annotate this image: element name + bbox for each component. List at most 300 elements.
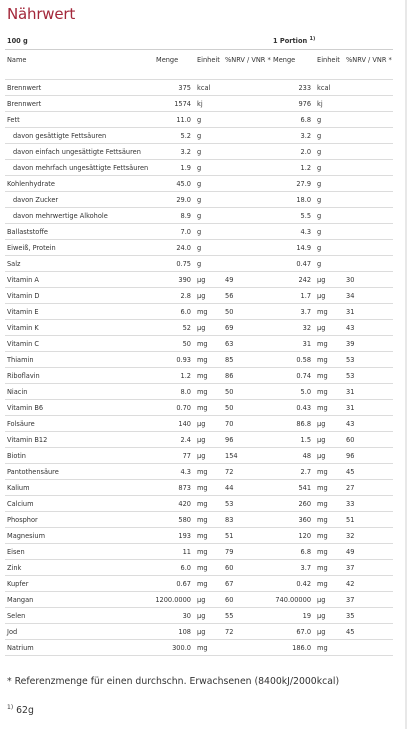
unit-portion: mg — [315, 480, 344, 496]
nrv-portion: 43 — [344, 320, 393, 336]
unit-100g: g — [195, 240, 223, 256]
amount-portion: 31 — [271, 336, 315, 352]
table-row — [5, 640, 393, 656]
nrv-100g — [223, 176, 271, 192]
nutrient-name: Brennwert — [5, 80, 154, 96]
table-row — [5, 160, 393, 176]
portion-footnote-mark: 1) — [7, 703, 14, 711]
amount-portion: 186.0 — [271, 640, 315, 656]
table-row — [5, 480, 393, 496]
nrv-100g — [223, 128, 271, 144]
amount-portion: 48 — [271, 448, 315, 464]
nrv-portion: 42 — [344, 576, 393, 592]
amount-100g: 2.4 — [154, 432, 195, 448]
nutrient-name: Folsäure — [5, 416, 154, 432]
unit-portion: g — [315, 208, 344, 224]
portion-footnote-weight: 62g — [16, 705, 34, 716]
amount-portion: 86.8 — [271, 416, 315, 432]
table-row — [5, 144, 393, 160]
nutrient-name: Zink — [5, 560, 154, 576]
amount-100g: 45.0 — [154, 176, 195, 192]
unit-portion: µg — [315, 624, 344, 640]
amount-100g: 108 — [154, 624, 195, 640]
nutrient-name: Kalium — [5, 480, 154, 496]
unit-100g: kcal — [195, 80, 223, 96]
nrv-100g — [223, 160, 271, 176]
portion-ref: 1) — [309, 35, 316, 42]
nrv-portion — [344, 128, 393, 144]
unit-portion: µg — [315, 416, 344, 432]
amount-portion: 3.7 — [271, 304, 315, 320]
unit-100g: g — [195, 176, 223, 192]
nrv-portion: 45 — [344, 624, 393, 640]
unit-portion: mg — [315, 560, 344, 576]
nrv-100g — [223, 80, 271, 96]
nutrient-name: Kupfer — [5, 576, 154, 592]
amount-portion: 6.8 — [271, 544, 315, 560]
amount-portion: 2.7 — [271, 464, 315, 480]
nrv-portion — [344, 160, 393, 176]
amount-100g: 580 — [154, 512, 195, 528]
amount-portion: 976 — [271, 96, 315, 112]
table-row — [5, 608, 393, 624]
unit-portion: g — [315, 112, 344, 128]
nrv-100g: 56 — [223, 288, 271, 304]
amount-100g: 1574 — [154, 96, 195, 112]
amount-portion: 1.2 — [271, 160, 315, 176]
nrv-100g — [223, 208, 271, 224]
table-row — [5, 528, 393, 544]
unit-100g: mg — [195, 640, 223, 656]
amount-portion: 4.3 — [271, 224, 315, 240]
amount-portion: 67.0 — [271, 624, 315, 640]
nrv-100g: 85 — [223, 352, 271, 368]
nutrient-name: Vitamin B12 — [5, 432, 154, 448]
unit-portion: mg — [315, 640, 344, 656]
unit-portion: µg — [315, 448, 344, 464]
unit-portion: mg — [315, 336, 344, 352]
unit-portion: mg — [315, 496, 344, 512]
unit-100g: mg — [195, 368, 223, 384]
unit-100g: mg — [195, 304, 223, 320]
unit-portion: µg — [315, 432, 344, 448]
nrv-portion: 31 — [344, 384, 393, 400]
amount-100g: 30 — [154, 608, 195, 624]
nrv-100g: 69 — [223, 320, 271, 336]
nrv-portion: 37 — [344, 592, 393, 608]
table-row — [5, 448, 393, 464]
nrv-portion: 37 — [344, 560, 393, 576]
nutrient-name: Vitamin D — [5, 288, 154, 304]
nrv-portion — [344, 192, 393, 208]
unit-portion: mg — [315, 576, 344, 592]
nutrient-name: Vitamin E — [5, 304, 154, 320]
unit-portion: mg — [315, 400, 344, 416]
unit-100g: mg — [195, 544, 223, 560]
amount-portion: 0.58 — [271, 352, 315, 368]
unit-portion: µg — [315, 608, 344, 624]
unit-portion: g — [315, 256, 344, 272]
unit-100g: mg — [195, 400, 223, 416]
basis-label: 100 g — [5, 33, 271, 50]
unit-100g: µg — [195, 432, 223, 448]
table-row — [5, 400, 393, 416]
amount-portion: 0.47 — [271, 256, 315, 272]
amount-portion: 233 — [271, 80, 315, 96]
table-row — [5, 496, 393, 512]
table-row — [5, 624, 393, 640]
unit-100g: kj — [195, 96, 223, 112]
amount-portion: 5.0 — [271, 384, 315, 400]
amount-100g: 7.0 — [154, 224, 195, 240]
nrv-100g: 72 — [223, 464, 271, 480]
nutrient-name: Biotin — [5, 448, 154, 464]
col-header-nrv-portion: %NRV / VNR * — [344, 50, 393, 80]
nrv-portion — [344, 208, 393, 224]
amount-portion: 1.5 — [271, 432, 315, 448]
nrv-portion — [344, 240, 393, 256]
nrv-100g — [223, 240, 271, 256]
table-row — [5, 352, 393, 368]
amount-portion: 19 — [271, 608, 315, 624]
unit-100g: mg — [195, 528, 223, 544]
unit-100g: µg — [195, 608, 223, 624]
nrv-100g — [223, 640, 271, 656]
nutrient-name: davon Zucker — [5, 192, 154, 208]
nutrient-name: davon gesättigte Fettsäuren — [5, 128, 154, 144]
nrv-portion: 39 — [344, 336, 393, 352]
nrv-100g: 67 — [223, 576, 271, 592]
nutrient-name: Mangan — [5, 592, 154, 608]
unit-100g: µg — [195, 320, 223, 336]
amount-100g: 1.2 — [154, 368, 195, 384]
nrv-portion: 32 — [344, 528, 393, 544]
amount-portion: 2.0 — [271, 144, 315, 160]
nrv-portion: 34 — [344, 288, 393, 304]
nrv-portion: 30 — [344, 272, 393, 288]
nrv-portion — [344, 640, 393, 656]
nrv-portion — [344, 112, 393, 128]
nrv-portion: 31 — [344, 304, 393, 320]
table-row — [5, 416, 393, 432]
amount-100g: 300.0 — [154, 640, 195, 656]
amount-100g: 50 — [154, 336, 195, 352]
nutrient-name: Vitamin A — [5, 272, 154, 288]
amount-100g: 8.9 — [154, 208, 195, 224]
portion-text: 1 Portion — [273, 37, 308, 45]
table-row — [5, 80, 393, 96]
amount-100g: 375 — [154, 80, 195, 96]
amount-100g: 2.8 — [154, 288, 195, 304]
page-title: Nährwert — [7, 5, 76, 23]
table-row — [5, 128, 393, 144]
unit-portion: mg — [315, 304, 344, 320]
nrv-portion: 49 — [344, 544, 393, 560]
nrv-100g: 79 — [223, 544, 271, 560]
amount-100g: 1200.0000 — [154, 592, 195, 608]
nrv-portion — [344, 96, 393, 112]
unit-100g: mg — [195, 576, 223, 592]
amount-100g: 4.3 — [154, 464, 195, 480]
unit-100g: g — [195, 128, 223, 144]
nrv-100g: 72 — [223, 624, 271, 640]
unit-portion: g — [315, 240, 344, 256]
nrv-100g: 96 — [223, 432, 271, 448]
nutrient-name: davon mehrwertige Alkohole — [5, 208, 154, 224]
table-header-group-row — [5, 33, 393, 50]
nutrient-name: Thiamin — [5, 352, 154, 368]
nutrient-name: Vitamin K — [5, 320, 154, 336]
nrv-100g — [223, 224, 271, 240]
nrv-portion: 51 — [344, 512, 393, 528]
table-row — [5, 256, 393, 272]
nrv-portion — [344, 256, 393, 272]
table-row — [5, 544, 393, 560]
nrv-100g: 154 — [223, 448, 271, 464]
amount-100g: 140 — [154, 416, 195, 432]
unit-100g: mg — [195, 384, 223, 400]
amount-100g: 5.2 — [154, 128, 195, 144]
table-header-row — [5, 50, 393, 80]
unit-100g: µg — [195, 272, 223, 288]
amount-100g: 1.9 — [154, 160, 195, 176]
table-row — [5, 320, 393, 336]
unit-portion: g — [315, 176, 344, 192]
nrv-portion: 45 — [344, 464, 393, 480]
table-row — [5, 208, 393, 224]
unit-portion: mg — [315, 528, 344, 544]
nutrient-name: davon einfach ungesättigte Fettsäuren — [5, 144, 154, 160]
unit-100g: µg — [195, 448, 223, 464]
nrv-100g: 60 — [223, 592, 271, 608]
unit-100g: g — [195, 160, 223, 176]
amount-100g: 6.0 — [154, 560, 195, 576]
nrv-portion — [344, 224, 393, 240]
nrv-100g: 55 — [223, 608, 271, 624]
nrv-portion: 43 — [344, 416, 393, 432]
unit-100g: µg — [195, 592, 223, 608]
table-row — [5, 96, 393, 112]
table-row — [5, 512, 393, 528]
unit-portion: mg — [315, 464, 344, 480]
unit-100g: mg — [195, 480, 223, 496]
nrv-100g: 44 — [223, 480, 271, 496]
nrv-portion: 53 — [344, 352, 393, 368]
amount-portion: 14.9 — [271, 240, 315, 256]
unit-portion: µg — [315, 288, 344, 304]
unit-portion: kj — [315, 96, 344, 112]
nutrient-name: Natrium — [5, 640, 154, 656]
table-row — [5, 384, 393, 400]
amount-100g: 11 — [154, 544, 195, 560]
amount-portion: 0.43 — [271, 400, 315, 416]
table-row — [5, 368, 393, 384]
amount-portion: 0.74 — [271, 368, 315, 384]
amount-100g: 873 — [154, 480, 195, 496]
nutrient-name: Magnesium — [5, 528, 154, 544]
amount-100g: 3.2 — [154, 144, 195, 160]
nrv-portion: 31 — [344, 400, 393, 416]
nrv-100g — [223, 256, 271, 272]
nutrient-name: Salz — [5, 256, 154, 272]
amount-portion: 3.2 — [271, 128, 315, 144]
unit-100g: g — [195, 256, 223, 272]
nutrient-name: Selen — [5, 608, 154, 624]
table-row — [5, 576, 393, 592]
nrv-100g: 63 — [223, 336, 271, 352]
unit-portion: µg — [315, 320, 344, 336]
table-row — [5, 192, 393, 208]
nrv-100g: 49 — [223, 272, 271, 288]
amount-100g: 24.0 — [154, 240, 195, 256]
nrv-portion: 53 — [344, 368, 393, 384]
unit-100g: mg — [195, 496, 223, 512]
nutrient-name: Vitamin B6 — [5, 400, 154, 416]
table-row — [5, 224, 393, 240]
nrv-100g: 70 — [223, 416, 271, 432]
unit-portion: µg — [315, 272, 344, 288]
table-row — [5, 592, 393, 608]
nutrient-name: Vitamin C — [5, 336, 154, 352]
portion-footnote — [7, 705, 34, 716]
unit-portion: mg — [315, 368, 344, 384]
amount-100g: 29.0 — [154, 192, 195, 208]
nrv-100g: 50 — [223, 400, 271, 416]
nrv-100g: 83 — [223, 512, 271, 528]
amount-100g: 77 — [154, 448, 195, 464]
table-row — [5, 272, 393, 288]
nrv-portion — [344, 144, 393, 160]
nutrient-name: Niacin — [5, 384, 154, 400]
unit-100g: mg — [195, 336, 223, 352]
nutrient-name: Eisen — [5, 544, 154, 560]
col-header-name: Name — [5, 50, 154, 80]
amount-portion: 541 — [271, 480, 315, 496]
table-row — [5, 304, 393, 320]
amount-portion: 0.42 — [271, 576, 315, 592]
unit-100g: mg — [195, 352, 223, 368]
unit-portion: µg — [315, 592, 344, 608]
nutrient-name: Pantothensäure — [5, 464, 154, 480]
table-row — [5, 560, 393, 576]
nutrient-name: Brennwert — [5, 96, 154, 112]
nrv-100g: 50 — [223, 384, 271, 400]
col-header-einheit: Einheit — [195, 50, 223, 80]
unit-100g: µg — [195, 416, 223, 432]
nrv-100g — [223, 112, 271, 128]
nrv-100g — [223, 96, 271, 112]
amount-100g: 6.0 — [154, 304, 195, 320]
col-header-menge-portion: Menge — [271, 50, 315, 80]
col-header-menge: Menge — [154, 50, 195, 80]
unit-100g: g — [195, 112, 223, 128]
unit-portion: g — [315, 160, 344, 176]
amount-100g: 0.70 — [154, 400, 195, 416]
unit-100g: µg — [195, 288, 223, 304]
unit-portion: mg — [315, 512, 344, 528]
amount-portion: 18.0 — [271, 192, 315, 208]
amount-100g: 0.93 — [154, 352, 195, 368]
unit-100g: mg — [195, 512, 223, 528]
amount-portion: 242 — [271, 272, 315, 288]
table-row — [5, 336, 393, 352]
unit-portion: mg — [315, 352, 344, 368]
unit-100g: g — [195, 144, 223, 160]
amount-100g: 193 — [154, 528, 195, 544]
table-row — [5, 240, 393, 256]
col-header-einheit-portion: Einheit — [315, 50, 344, 80]
unit-100g: g — [195, 208, 223, 224]
nrv-portion: 60 — [344, 432, 393, 448]
nrv-100g: 51 — [223, 528, 271, 544]
amount-portion: 32 — [271, 320, 315, 336]
nrv-100g — [223, 192, 271, 208]
amount-100g: 0.75 — [154, 256, 195, 272]
unit-portion: mg — [315, 544, 344, 560]
nrv-100g: 86 — [223, 368, 271, 384]
amount-100g: 0.67 — [154, 576, 195, 592]
amount-portion: 3.7 — [271, 560, 315, 576]
unit-portion: g — [315, 144, 344, 160]
unit-portion: mg — [315, 384, 344, 400]
nrv-portion: 33 — [344, 496, 393, 512]
amount-100g: 8.0 — [154, 384, 195, 400]
amount-portion: 1.7 — [271, 288, 315, 304]
unit-portion: g — [315, 192, 344, 208]
table-row — [5, 432, 393, 448]
table-row — [5, 176, 393, 192]
nrv-portion — [344, 80, 393, 96]
nutrient-name: davon mehrfach ungesättigte Fettsäuren — [5, 160, 154, 176]
unit-portion: kcal — [315, 80, 344, 96]
table-row — [5, 112, 393, 128]
nutrient-name: Riboflavin — [5, 368, 154, 384]
col-header-nrv: %NRV / VNR * — [223, 50, 271, 80]
amount-portion: 5.5 — [271, 208, 315, 224]
nutrient-name: Eiweiß, Protein — [5, 240, 154, 256]
nrv-100g — [223, 144, 271, 160]
nrv-100g: 50 — [223, 304, 271, 320]
nrv-portion: 27 — [344, 480, 393, 496]
unit-100g: µg — [195, 624, 223, 640]
nutrient-name: Calcium — [5, 496, 154, 512]
table-row — [5, 464, 393, 480]
nutrient-name: Ballaststoffe — [5, 224, 154, 240]
nutrient-name: Fett — [5, 112, 154, 128]
amount-100g: 420 — [154, 496, 195, 512]
amount-portion: 27.9 — [271, 176, 315, 192]
unit-100g: g — [195, 224, 223, 240]
portion-label — [271, 33, 393, 50]
nrv-100g: 60 — [223, 560, 271, 576]
nrv-portion: 96 — [344, 448, 393, 464]
unit-portion: g — [315, 128, 344, 144]
nutrient-name: Kohlenhydrate — [5, 176, 154, 192]
unit-100g: mg — [195, 464, 223, 480]
amount-100g: 11.0 — [154, 112, 195, 128]
unit-100g: g — [195, 192, 223, 208]
unit-portion: g — [315, 224, 344, 240]
table-row — [5, 288, 393, 304]
unit-100g: mg — [195, 560, 223, 576]
nutrient-name: Jod — [5, 624, 154, 640]
reference-footnote: * Referenzmenge für einen durchschn. Erwachsenen (8400kJ/2000kcal) — [7, 676, 340, 687]
nrv-portion: 35 — [344, 608, 393, 624]
amount-portion: 740.00000 — [271, 592, 315, 608]
amount-portion: 120 — [271, 528, 315, 544]
nrv-100g: 53 — [223, 496, 271, 512]
amount-portion: 360 — [271, 512, 315, 528]
